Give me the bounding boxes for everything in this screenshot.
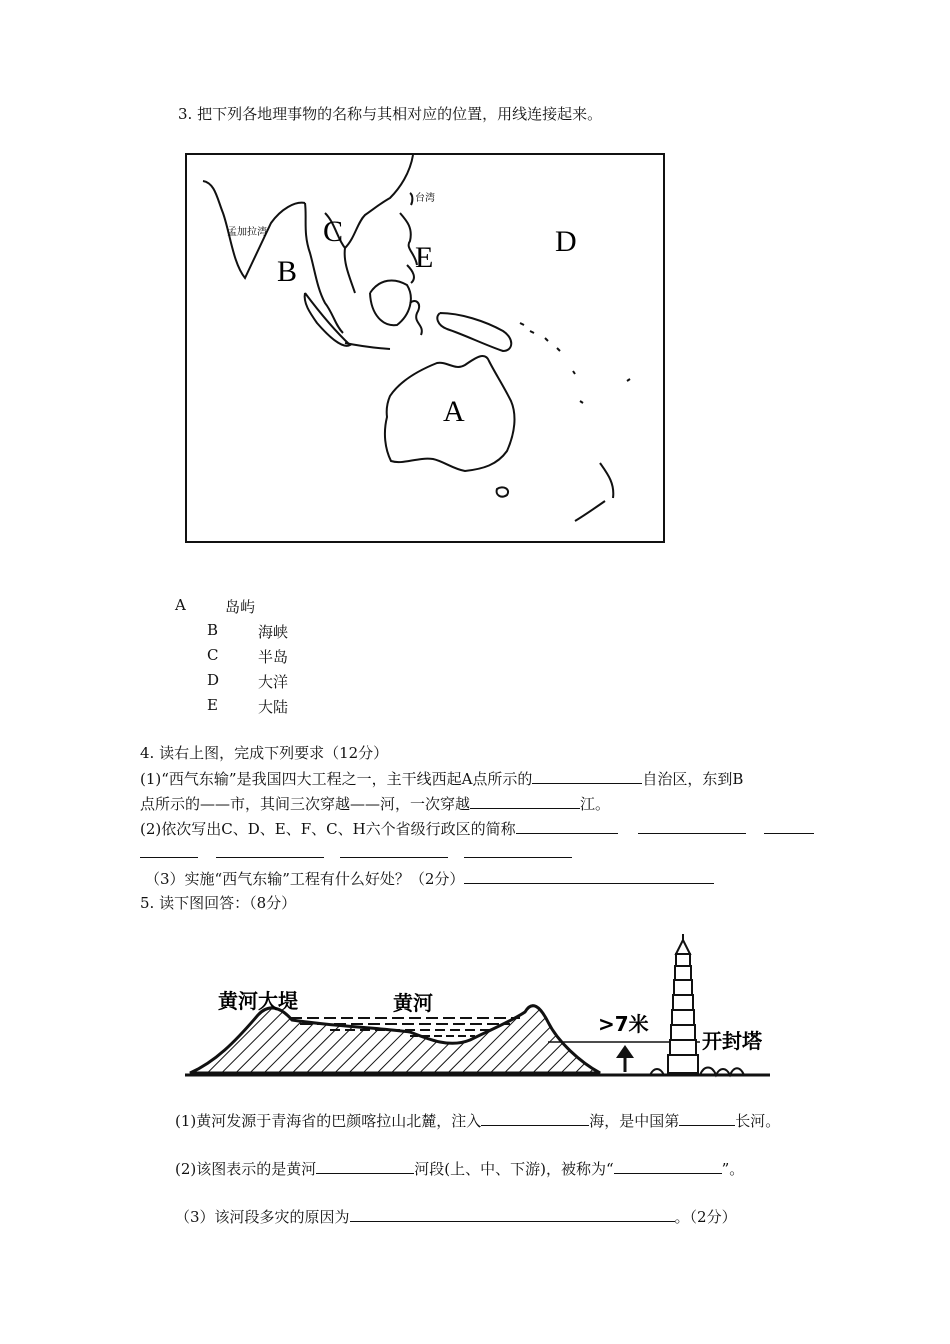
answer-blank[interactable] xyxy=(481,1111,589,1126)
q4-p2-line1 xyxy=(140,818,814,839)
q5-p2-line xyxy=(175,1158,744,1179)
river-label: 黄河 xyxy=(393,991,433,1015)
answer-blank[interactable] xyxy=(614,1159,722,1174)
q4-p3-line xyxy=(145,868,714,889)
height-label: >7米 xyxy=(598,1012,649,1036)
map-letter-d: D xyxy=(555,225,577,258)
answer-blank[interactable] xyxy=(464,869,714,884)
q5-p2-text-a: (2)该图表示的是黄河 xyxy=(175,1160,317,1178)
q4-p1-text-d: 江。 xyxy=(580,795,611,813)
answer-blank[interactable] xyxy=(638,819,746,834)
q4-p1-line1 xyxy=(140,768,743,789)
answer-blank[interactable] xyxy=(216,843,324,858)
match-letter-a: A xyxy=(175,596,186,614)
q5-p2-text-b: 河段(上、中、下游)，被称为“ xyxy=(414,1160,614,1178)
q3-prompt: 3. 把下列各地理事物的名称与其相对应的位置，用线连接起来。 xyxy=(178,105,603,123)
answer-blank[interactable] xyxy=(516,819,618,834)
answer-blank[interactable] xyxy=(532,769,642,784)
profile-drawing xyxy=(180,930,780,1090)
answer-blank[interactable] xyxy=(140,843,198,858)
answer-blank[interactable] xyxy=(764,819,814,834)
q4-p3-text: （3）实施“西气东输”工程有什么好处？（2分） xyxy=(145,870,465,888)
match-letter-d: D xyxy=(207,671,220,689)
map-letter-a: A xyxy=(443,395,465,428)
q5-p2-text-c: ”。 xyxy=(721,1160,745,1178)
match-letter-e: E xyxy=(207,696,218,714)
q4-p2-line2 xyxy=(140,843,572,862)
q5-p3-text-a: （3）该河段多灾的原因为 xyxy=(175,1208,350,1226)
q4-p1-line2 xyxy=(140,793,610,814)
q4-title: 4. 读右上图，完成下列要求（12分） xyxy=(140,744,389,762)
q5-p1-text-b: 海，是中国第 xyxy=(589,1112,680,1130)
q4-p1-text-a: (1)“西气东输”是我国四大工程之一，主干线西起A点所示的 xyxy=(140,770,533,788)
q5-p3-line xyxy=(175,1206,737,1227)
q5-p3-text-b: 。（2分） xyxy=(674,1208,737,1226)
answer-blank[interactable] xyxy=(470,794,580,809)
match-term-a: 岛屿 xyxy=(225,598,256,616)
answer-blank[interactable] xyxy=(316,1159,414,1174)
map-drawing xyxy=(185,153,665,543)
match-letter-b: B xyxy=(207,621,219,639)
bengal-bay-label: 孟加拉湾 xyxy=(227,227,267,238)
q4-p1-text-b: 自治区，东到B xyxy=(642,770,744,788)
southeast-asia-oceania-map xyxy=(185,153,665,543)
answer-blank[interactable] xyxy=(340,843,448,858)
match-term-c: 半岛 xyxy=(258,648,289,666)
q5-p1-line xyxy=(175,1110,780,1131)
map-letter-c: C xyxy=(323,215,344,248)
match-term-e: 大陆 xyxy=(258,698,289,716)
q4-p1-text-c: 点所示的——市，其间三次穿越——河，一次穿越 xyxy=(140,795,471,813)
match-term-b: 海峡 xyxy=(258,623,289,641)
taiwan-label: 台湾 xyxy=(415,193,435,204)
q5-p1-text-a: (1)黄河发源于青海省的巴颜喀拉山北麓，注入 xyxy=(175,1112,482,1130)
q5-title: 5. 读下图回答：（8分） xyxy=(140,894,297,912)
match-term-d: 大洋 xyxy=(258,673,289,691)
answer-blank[interactable] xyxy=(679,1111,735,1126)
tower-label: 开封塔 xyxy=(702,1029,762,1053)
q5-p1-text-c: 长河。 xyxy=(735,1112,781,1130)
answer-blank[interactable] xyxy=(464,843,572,858)
match-letter-c: C xyxy=(207,646,219,664)
q4-p2-text: (2)依次写出C、D、E、F、C、H六个省级行政区的简称 xyxy=(140,820,516,838)
answer-blank[interactable] xyxy=(350,1207,675,1222)
yellow-river-profile-figure xyxy=(180,930,780,1090)
map-letter-b: B xyxy=(277,255,298,288)
map-letter-e: E xyxy=(415,241,434,274)
dike-label: 黄河大堤 xyxy=(218,989,298,1013)
